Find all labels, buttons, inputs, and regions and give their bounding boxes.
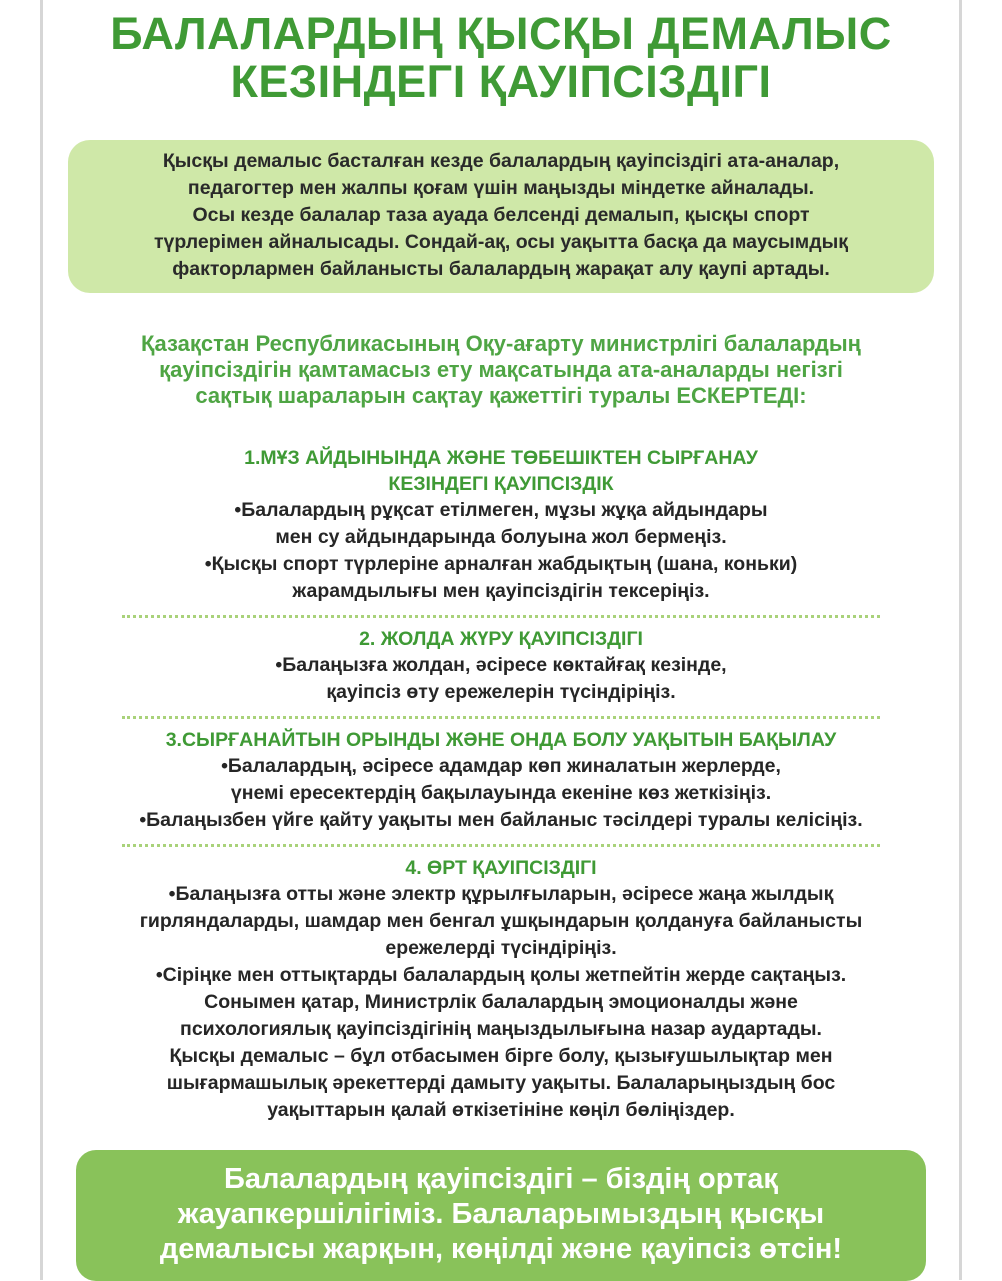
ministry-warning <box>66 331 936 409</box>
section-fire-safety <box>46 855 956 989</box>
section-title-line: 3.СЫРҒАНАЙТЫН ОРЫНДЫ ЖӘНЕ ОНДА БОЛУ УАҚЫТЫН БАҚЫЛАУ <box>165 729 837 751</box>
page-frame-right <box>959 0 962 1280</box>
title-line: КЕЗІНДЕГІ ҚАУІПСІЗДІГІ <box>230 56 772 107</box>
section-line: ережелерді түсіндіріңіз. <box>385 937 617 959</box>
intro-line: түрлерімен айналысады. Сондай-ақ, осы уақытта басқа да маусымдық <box>153 231 849 253</box>
section-line: •Балаңызға жолдан, әсіресе көктайғақ кезінде, <box>275 654 727 676</box>
section-title-line: КЕЗІНДЕГІ ҚАУІПСІЗДІК <box>388 473 614 495</box>
closing-paragraph <box>46 989 956 1124</box>
section-line: мен су айдындарында болуына жол бермеңіз. <box>275 526 727 548</box>
section-line: •Қысқы спорт түрлеріне арналған жабдықтың (шана, коньки) <box>204 553 798 575</box>
page-frame-left <box>40 0 43 1280</box>
section-title <box>46 626 956 652</box>
section-road-safety <box>46 626 956 706</box>
dotted-divider <box>122 615 880 618</box>
intro-line: педагогтер мен жалпы қоғам үшін маңызды міндетке айналады. <box>187 177 815 199</box>
intro-line: Осы кезде балалар таза ауада белсенді демалып, қысқы спорт <box>192 204 810 226</box>
title-line: БАЛАЛАРДЫҢ ҚЫСҚЫ ДЕМАЛЫС <box>110 8 892 59</box>
intro-line: факторлармен байланысты балалардың жарақат алу қаупі артады. <box>172 258 830 280</box>
section-line: •Балаңызбен үйге қайту уақыты мен байланыс тәсілдері туралы келісіңіз. <box>139 809 863 831</box>
closing-line: психологиялық қауіпсіздігінің маңыздылығына назар аудартады. <box>180 1018 822 1040</box>
section-title <box>46 855 956 881</box>
section-title-line: 1.МҰЗ АЙДЫНЫНДА ЖӘНЕ ТӨБЕШІКТЕН СЫРҒАНАУ <box>244 447 758 469</box>
section-title-line: 4. ӨРТ ҚАУІПСІЗДІГІ <box>405 857 597 879</box>
section-line: үнемі ересектердің бақылауында екеніне көз жеткізіңіз. <box>230 782 772 804</box>
section-line: қауіпсіз өту ережелерін түсіндіріңіз. <box>326 681 676 703</box>
section-line: •Балалардың, әсіресе адамдар көп жиналатын жерлерде, <box>221 755 781 777</box>
section-line: •Балаңызға отты және электр құрылғыларын, әсіресе жаңа жылдық <box>168 883 834 905</box>
closing-line: Сонымен қатар, Министрлік балалардың эмоционалды және <box>204 991 798 1013</box>
closing-line: шығармашылық әрекеттерді дамыту уақыты. Балаларыңыздың бос <box>166 1072 836 1094</box>
warning-line: қауіпсіздігін қамтамасыз ету мақсатында ата-аналарды негізгі <box>159 357 843 382</box>
section-ice-safety <box>46 445 956 605</box>
footer-line: жауапкершілігіміз. Балаларымыздың қысқы <box>177 1198 825 1230</box>
intro-line: Қысқы демалыс басталған кезде балалардың қауіпсіздігі ата-аналар, <box>162 150 840 172</box>
section-title <box>46 727 956 753</box>
footer-banner <box>76 1150 926 1281</box>
warning-line: сақтық шараларын сақтау қажеттігі туралы ЕСКЕРТЕДІ: <box>195 383 807 408</box>
section-line: •Сіріңке мен оттықтарды балалардың қолы жетпейтін жерде сақтаңыз. <box>155 964 847 986</box>
closing-line: уақыттарын қалай өткізетініне көңіл бөліңіздер. <box>267 1099 735 1121</box>
footer-line: Балалардың қауіпсіздігі – біздің ортақ <box>224 1163 778 1195</box>
section-title-line: 2. ЖОЛДА ЖҮРУ ҚАУІПСІЗДІГІ <box>359 628 643 650</box>
dotted-divider <box>122 716 880 719</box>
section-supervision <box>46 727 956 834</box>
section-title <box>46 445 956 497</box>
warning-line: Қазақстан Республикасының Оқу-ағарту министрлігі балалардың <box>141 331 861 356</box>
section-line: •Балалардың рұқсат етілмеген, мұзы жұқа айдындары <box>234 499 768 521</box>
section-line: гирляндаларды, шамдар мен бенгал ұшқындарын қолдануға байланысты <box>139 910 863 932</box>
dotted-divider <box>122 844 880 847</box>
closing-line: Қысқы демалыс – бұл отбасымен бірге болу, қызығушылықтар мен <box>169 1045 833 1067</box>
document-page <box>46 0 956 1280</box>
section-line: жарамдылығы мен қауіпсіздігін тексеріңіз. <box>292 580 710 602</box>
intro-box <box>68 140 934 293</box>
page-title <box>46 10 956 106</box>
footer-line: демалысы жарқын, көңілді және қауіпсіз өтсін! <box>159 1233 843 1265</box>
